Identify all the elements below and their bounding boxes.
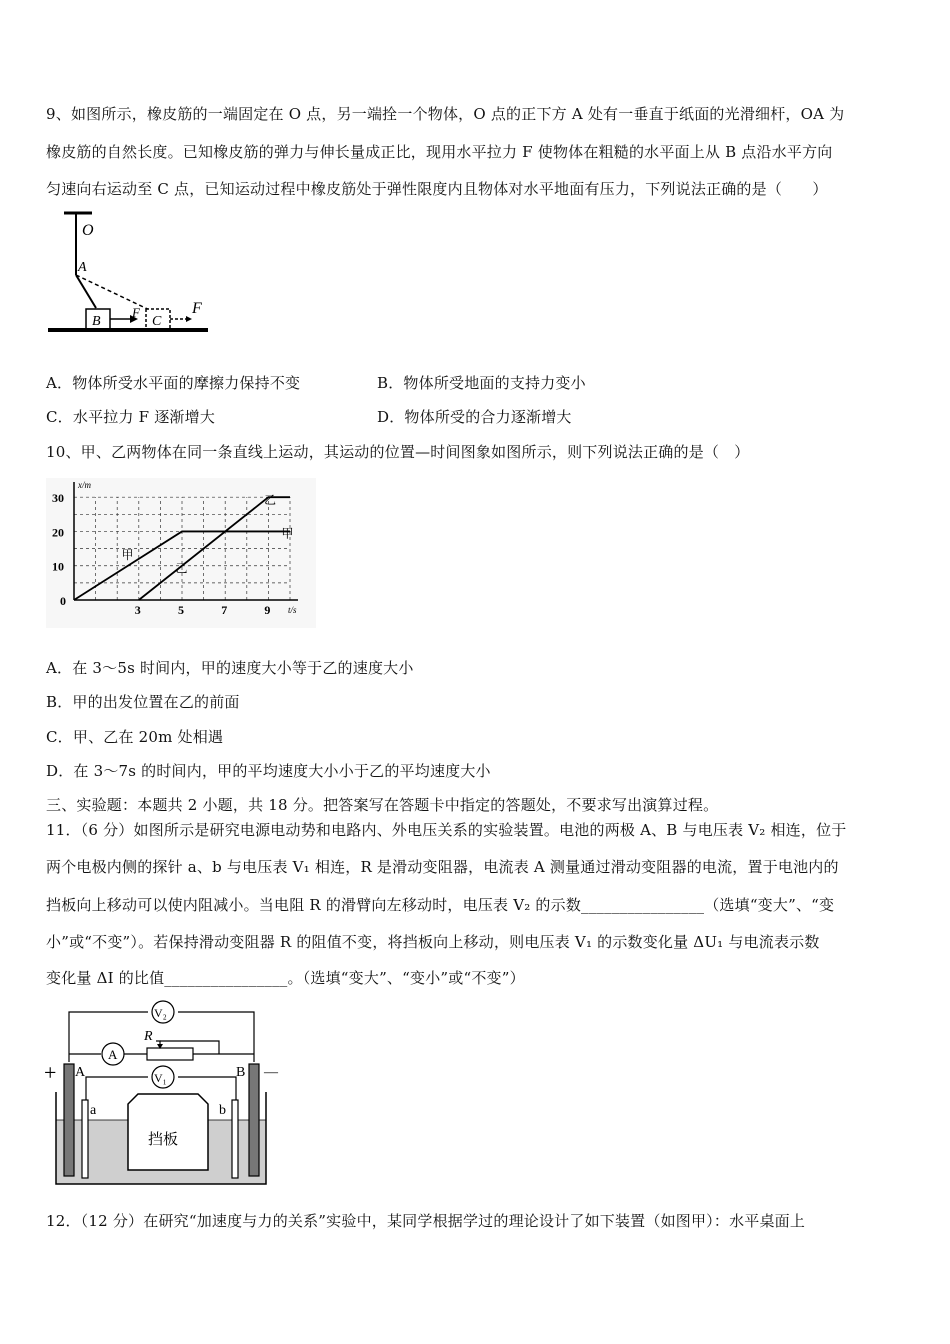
probe-b [232, 1100, 238, 1178]
rheostat-r [147, 1048, 193, 1060]
series-label-1-alt: 乙 [175, 561, 188, 576]
series-label-0: 甲 [281, 526, 294, 541]
y-tick-label: 0 [60, 594, 66, 608]
series-label-0-alt: 甲 [121, 547, 134, 562]
q9-label-F2: F [192, 300, 202, 317]
q10-option-b: B．甲的出发位置在乙的前面 [46, 693, 240, 711]
q11-stem-line3: 挡板向上移动可以使内阻减小。当电阻 R 的滑臂向左移动时，电压表 V₂ 的示数________________（选填“变大”、“变 [46, 896, 835, 914]
q11-circuit-figure [44, 992, 284, 1192]
label-baffle: 挡板 [148, 1132, 179, 1148]
label-v1: V₁ [154, 1071, 167, 1085]
y-axis-label: x/m [78, 480, 91, 490]
x-tick-label: 5 [178, 603, 184, 617]
q9-option-a: A．物体所受水平面的摩擦力保持不变 [46, 374, 301, 392]
q10-position-time-chart [46, 478, 316, 628]
x-tick-label: 3 [134, 603, 141, 617]
label-probe-b: b [219, 1103, 226, 1118]
y-tick-label: 10 [52, 559, 64, 574]
q10-stem: 10、甲、乙两物体在同一条直线上运动，其运动的位置—时间图象如图所示，则下列说法正确的是（ ） [46, 443, 750, 461]
q10-option-a: A．在 3～5s 时间内，甲的速度大小等于乙的速度大小 [46, 659, 414, 677]
q10-option-c: C．甲、乙在 20m 处相遇 [46, 728, 224, 746]
label-probe-a: a [90, 1103, 97, 1118]
q9-stem-line1: 9、如图所示，橡皮筋的一端固定在 O 点，另一端拴一个物体，O 点的正下方 A 处有一垂直于纸面的光滑细杆，OA 为 [46, 105, 845, 123]
label-plus: + [44, 1060, 57, 1085]
probe-a [82, 1100, 88, 1178]
label-r: R [144, 1029, 153, 1044]
y-tick-label: 20 [52, 525, 64, 540]
q11-stem-line2: 两个电极内侧的探针 a、b 与电压表 V₁ 相连，R 是滑动变阻器，电流表 A 测量通过滑动变阻器的电流，置于电池内的 [46, 858, 839, 876]
electrode-a [64, 1064, 74, 1176]
q9-option-b: B．物体所受地面的支持力变小 [377, 374, 586, 392]
label-v2: V₂ [154, 1006, 167, 1020]
q9-label-C: C [152, 314, 162, 329]
series-label-1: 乙 [264, 493, 277, 508]
label-minus: — [264, 1065, 278, 1080]
q9-stem-line3: 匀速向右运动至 C 点，已知运动过程中橡皮筋处于弹性限度内且物体对水平地面有压力，下列说法正确的是（ ） [46, 180, 828, 198]
q10-option-d: D．在 3～7s 的时间内，甲的平均速度大小小于乙的平均速度大小 [46, 762, 491, 780]
x-tick-label: 9 [264, 603, 271, 617]
q9-label-F1: F [132, 305, 140, 320]
section3-heading: 三、实验题：本题共 2 小题，共 18 分。把答案写在答题卡中指定的答题处，不要求写出演算过程。 [46, 796, 719, 814]
q11-stem-line5: 变化量 ΔI 的比值________________。（选填“变大”、“变小”或“不变”） [46, 969, 525, 987]
q12-stem-line1: 12．（12 分）在研究“加速度与力的关系”实验中，某同学根据学过的理论设计了如下装置（如图甲）：水平桌面上 [46, 1212, 806, 1230]
x-axis-label: t/s [288, 605, 297, 615]
q9-label-O: O [82, 222, 94, 239]
q9-option-d: D．物体所受的合力逐渐增大 [377, 408, 572, 426]
label-ammeter: A [108, 1047, 118, 1062]
x-tick-label: 7 [221, 603, 228, 617]
label-electrode-b: B [236, 1065, 246, 1080]
label-electrode-a: A [75, 1065, 86, 1080]
y-tick-label: 30 [52, 491, 64, 506]
q9-stem-line2: 橡皮筋的自然长度。已知橡皮筋的弹力与伸长量成正比，现用水平拉力 F 使物体在粗糙的水平面上从 B 点沿水平方向 [46, 143, 833, 161]
q11-stem-line1: 11．（6 分）如图所示是研究电源电动势和电路内、外电压关系的实验装置。电池的两极 A、B 与电压表 V₂ 相连，位于 [46, 821, 847, 839]
q9-label-A: A [78, 260, 87, 275]
q9-option-c: C．水平拉力 F 逐渐增大 [46, 408, 216, 426]
q9-figure [46, 205, 216, 340]
q9-label-B: B [92, 314, 101, 329]
q11-stem-line4: 小”或“不变”）。若保持滑动变阻器 R 的阻值不变，将挡板向上移动，则电压表 V₁ 的示数变化量 ΔU₁ 与电流表示数 [46, 933, 820, 951]
electrode-b [249, 1064, 259, 1176]
